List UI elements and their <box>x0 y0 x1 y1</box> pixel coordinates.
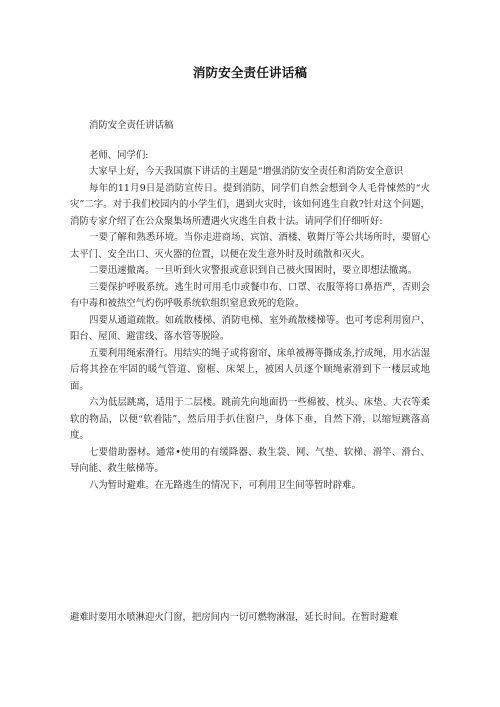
salutation: 老师、同学们: <box>89 149 149 161</box>
paragraph-intro: 大家早上好，今天我国旗下讲话的主题是“增强消防安全责任和消防安全意识 <box>89 166 404 177</box>
paragraph-rule-1: 一要了解和熟悉环境。当你走进商场、宾馆、酒楼、敬舞厅等公共场所时，要留心太平门、安全出口、灭火器的位置，以便在发生意外时及时疏散和灭火。 <box>70 232 430 260</box>
paragraph-fire-day: 每年的11月9日是消防宣传日。提到消防，同学们自然会想到令人毛骨悚然的“火灾”二字。对于我们校园内的小学生们，遇到火灾时，该如何逃生自救?针对这个问题，消防专家介绍了在公众聚集场所遭遇火灾逃生自救十法。请同学们仔细听好: <box>70 182 430 227</box>
paragraph-rule-8: 八为暂时避难。在无路逃生的情况下，可利用卫生间等暂时辟难。 <box>89 479 361 491</box>
paragraph-rule-4: 四要从通道疏散。如疏散楼梯、消防电梯、室外疏散楼梯等。也可考虑利用窗户、阳台、屋顶、避雷线、落水管等脱险。 <box>70 314 430 342</box>
paragraph-rule-6: 六为低层跳离，适用于二层楼。跳前先向地面扔一些棉被、枕头、床垫、大衣等柔软的物品，以便“软着陆”，然后用手扒住窗户，身体下垂，自然下滑，以缩短跳落高度。 <box>70 397 430 441</box>
paragraph-rule-2: 二要迅速撤离。一旦听到火灾警报或意识到自己被火围困时，要立即想法撤离。 <box>89 265 418 276</box>
paragraph-rule-5: 五要利用绳索滑行。用结实的绳子或将窗帘、床单被褥等撕成条,拧成绳，用水沾湿后将其拴在牢固的暖气管道、窗框、床架上，被困人员逐个顺绳索滑到下一楼层或地面。 <box>70 347 430 392</box>
document-subtitle: 消防安全责任讲话稿 <box>89 120 174 131</box>
paragraph-rule-7: 七要借助器材。通常•使用的有缓降器、救生袋、网、气垫、软梯、滑竿、滑台、导向能、救生舷梯等。 <box>70 446 430 474</box>
document-title: 消防安全责任讲话稿 <box>192 65 308 80</box>
paragraph-continuation: 避难时要用水喷淋迎火门窗，把房间内一切可燃物淋湿，延长时间。在暂时避难 <box>70 612 399 623</box>
paragraph-rule-3: 三要保护呼吸系统。逃生时可用毛巾或餐巾布、口罩、衣服等将口鼻捂严，否则会有中毒和被热空气灼伤呼吸系统软组织窒息致死的危险。 <box>70 281 430 309</box>
document-body <box>70 118 430 494</box>
